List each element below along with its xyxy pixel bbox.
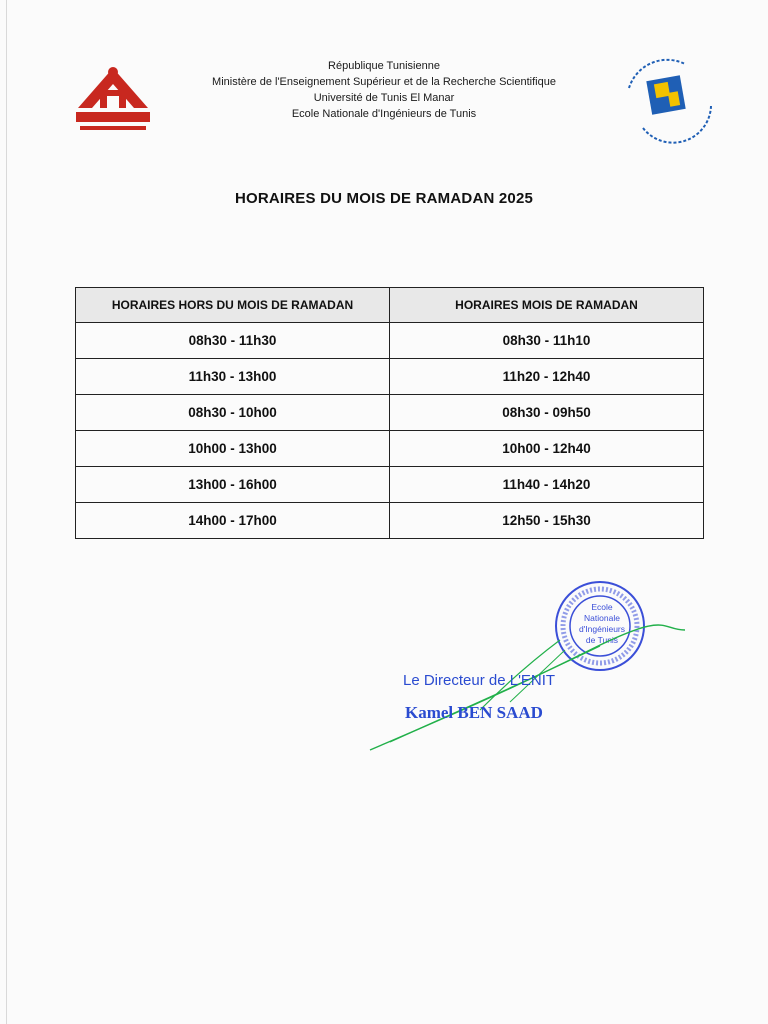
table-row [76, 467, 704, 503]
column-header-normal: HORAIRES HORS DU MOIS DE RAMADAN [76, 288, 390, 323]
normal-time-cell: 14h00 - 17h00 [76, 503, 390, 539]
normal-time-cell: 13h00 - 16h00 [76, 467, 390, 503]
director-title: Le Directeur de L'ENIT [403, 672, 556, 689]
normal-time-cell: 08h30 - 11h30 [76, 323, 390, 359]
svg-text:de Tunis: de Tunis [585, 635, 619, 645]
normal-time-cell: 11h30 - 13h00 [76, 359, 390, 395]
svg-text:Ecole: Ecole [591, 602, 613, 612]
ramadan-time-cell: 08h30 - 09h50 [390, 395, 704, 431]
ramadan-time-cell: 10h00 - 12h40 [390, 431, 704, 467]
normal-time-cell: 08h30 - 10h00 [76, 395, 390, 431]
header-ministry: Ministère de l'Enseignement Supérieur et de la Recherche Scientifique [212, 76, 556, 88]
ramadan-time-cell: 11h20 - 12h40 [390, 359, 704, 395]
table-row [76, 359, 704, 395]
table-row [76, 395, 704, 431]
table-row [76, 503, 704, 539]
table-row [76, 431, 704, 467]
header-school: Ecole Nationale d'Ingénieurs de Tunis [291, 108, 477, 120]
normal-time-cell: 10h00 - 13h00 [76, 431, 390, 467]
institution-header [0, 58, 768, 122]
director-name: Kamel BEN SAAD [405, 703, 543, 722]
document-title: HORAIRES DU MOIS DE RAMADAN 2025 [234, 190, 534, 207]
svg-text:Nationale: Nationale [584, 613, 620, 623]
schedule-table [75, 287, 704, 539]
table-row [76, 323, 704, 359]
table-header-row [76, 288, 704, 323]
svg-text:d'Ingénieurs: d'Ingénieurs [578, 624, 626, 634]
ramadan-time-cell: 08h30 - 11h10 [390, 323, 704, 359]
header-country: République Tunisienne [328, 60, 440, 72]
signature-block [403, 672, 555, 723]
page-edge [6, 0, 7, 1024]
column-header-ramadan: HORAIRES MOIS DE RAMADAN [390, 288, 704, 323]
header-university: Université de Tunis El Manar [313, 92, 455, 104]
ramadan-time-cell: 11h40 - 14h20 [390, 467, 704, 503]
ramadan-time-cell: 12h50 - 15h30 [390, 503, 704, 539]
